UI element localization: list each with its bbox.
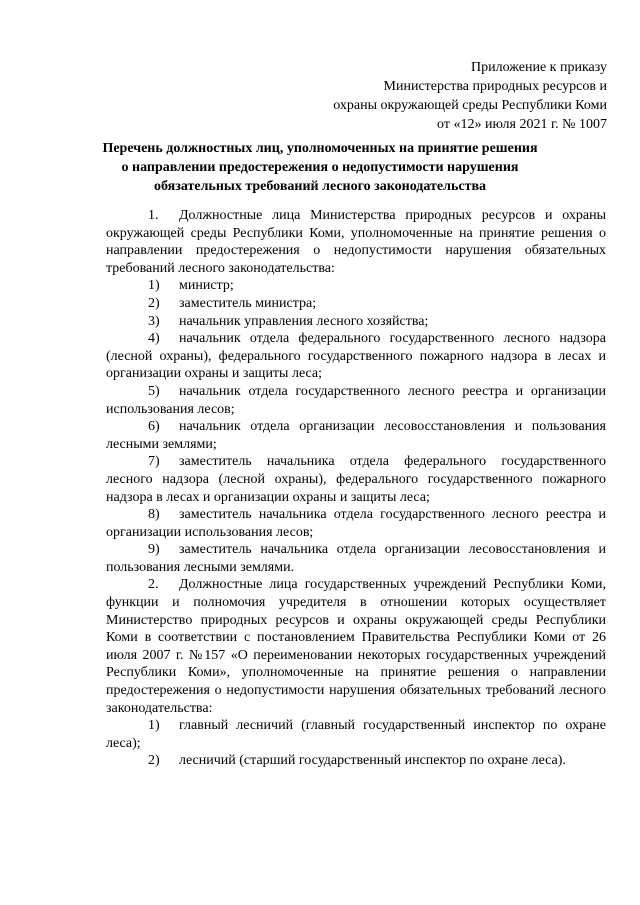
item-text: главный лесничий (главный государственный инспектор по охране леса); [106, 718, 606, 751]
document-body [106, 207, 606, 770]
list-item [106, 277, 606, 295]
header-line-1: Приложение к приказу [471, 60, 607, 75]
header-line-4: от «12» июля 2021 г. № 1007 [437, 117, 607, 132]
item-number: 1. [148, 208, 159, 223]
list-item [106, 383, 606, 418]
item-number: 9) [148, 542, 160, 558]
item-text: лесничий (старший государственный инспектор по охране леса). [179, 753, 566, 769]
list-item [106, 541, 606, 576]
item-text: заместитель министра; [179, 295, 317, 311]
item-number: 5) [148, 383, 160, 399]
list-item [106, 752, 606, 770]
list-item [106, 717, 606, 752]
item-text: Должностные лица Министерства природных ресурсов и охраны окружающей среды Республики Коми, уполномоченные на принятие решения о направлении предостережения о недопустимости нарушения обязательных требований лесного законодательства: [106, 208, 606, 276]
item-number: 6) [148, 419, 160, 435]
list-item [106, 295, 606, 313]
item-text: начальник отдела государственного лесного реестра и организации использования лесов; [106, 383, 606, 417]
item-number: 2) [148, 753, 160, 769]
item-number: 1) [148, 718, 160, 734]
item-text: заместитель начальника отдела государственного лесного реестра и организации использования лесов; [106, 507, 606, 540]
item-text: заместитель начальника отдела федерального государственного лесного надзора (лесной охраны), федерального государственного пожарного надзора в лесах и организации охраны и защиты леса; [106, 454, 606, 505]
item-number: 8) [148, 507, 160, 523]
item-number: 1) [148, 278, 160, 294]
item-text: заместитель начальника отдела организации лесовосстановления и пользования лесными землями. [106, 542, 606, 575]
list-item [106, 313, 606, 331]
item-text: начальник отдела организации лесовосстановления и пользования лесными землями; [106, 419, 606, 452]
item-text: начальник отдела федерального государственного лесного надзора (лесной охраны), федерального государственного пожарного надзора в лесах и организации охраны и защиты леса; [106, 331, 606, 382]
list-item [106, 207, 606, 277]
item-text: министр; [179, 278, 234, 294]
list-item [106, 576, 606, 717]
item-number: 2. [148, 577, 159, 593]
item-number: 7) [148, 454, 160, 470]
item-text: начальник управления лесного хозяйства; [179, 313, 429, 329]
item-number: 4) [148, 331, 160, 347]
list-item [106, 453, 606, 506]
list-item [106, 506, 606, 541]
order-appendix-header [277, 58, 607, 134]
item-text: Должностные лица государственных учреждений Республики Коми, функции и полномочия учредителя в отношении которых осуществляет Министерство природных ресурсов и охраны окружающей среды Республики Коми в соответствии с постановлением Правительства Республики Коми от 26 июля 2007 г. №157 «О переименовании некоторых государственных учреждений Республики Коми», уполномоченные на принятие решения о направлении предостережения о недопустимости нарушения обязательных требований лесного законодательства: [106, 577, 606, 716]
list-item [106, 418, 606, 453]
header-line-2: Министерства природных ресурсов и [383, 79, 607, 94]
item-number: 3) [148, 313, 160, 329]
list-item [106, 330, 606, 383]
header-line-3: охраны окружающей среды Республики Коми [333, 98, 607, 113]
document-title: Перечень должностных лиц, уполномоченных на принятие решения о направлении предостережения о недопустимости нарушения обязательных требований лесного законодательства [102, 141, 538, 194]
item-number: 2) [148, 295, 160, 311]
